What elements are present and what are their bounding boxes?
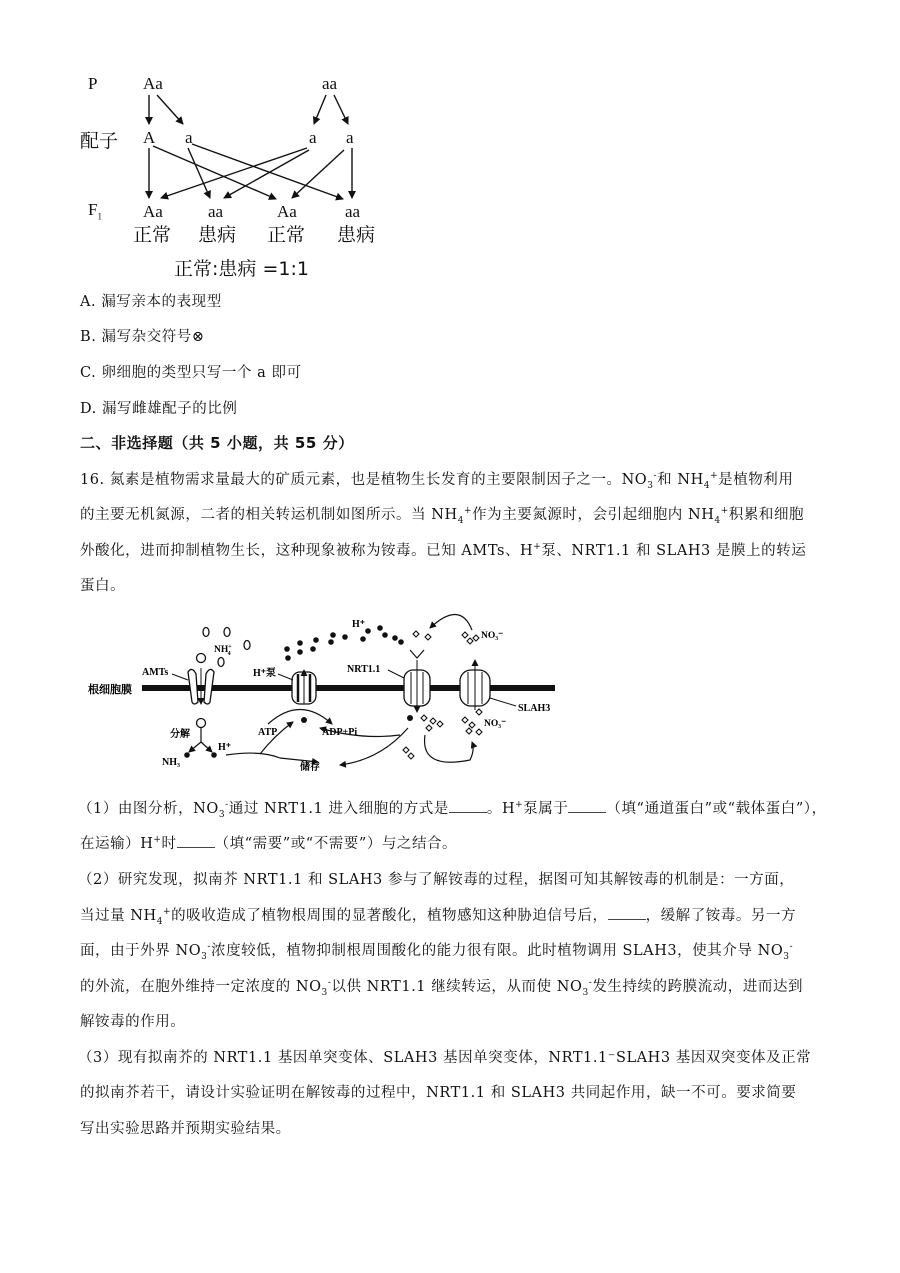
option-c[interactable]: C. 卵细胞的类型只写一个 a 即可: [80, 365, 302, 381]
no3-inside-label: NO₃⁻: [484, 719, 507, 729]
membrane-label: 根细胞膜: [88, 684, 132, 696]
q1-line: 在运输）H+时 （填“需要”或“不需要”）与之结合。: [80, 835, 458, 852]
stem-line: 外酸化，进而抑制植物生长，这种现象被称为铵毒。已知 AMTs、H+泵、NRT1.1 和 SLAH3 是膜上的转运: [80, 542, 807, 559]
nrt1-1-transporter: [404, 660, 430, 712]
answer-blank[interactable]: [177, 835, 215, 848]
nh4-label: NH+ 4: [214, 644, 232, 657]
h-pump-transporter: [292, 670, 316, 704]
parent-genotype: Aa: [143, 74, 163, 93]
gamete: a: [346, 128, 354, 147]
cross-arrows: [0, 0, 420, 280]
q2-line: （2）研究发现，拟南芥 NRT1.1 和 SLAH3 参与了解铵毒的过程，据图可知其解铵毒的机制是：一方面，: [78, 872, 795, 888]
q2-line: 当过量 $NH_4^+$的吸收造成了植物根周围的显著酸化，植物感知这种胁迫信号后， ，缓解了铵毒。另一方: [80, 907, 797, 927]
arrow: [292, 150, 344, 198]
option-b[interactable]: B. 漏写杂交符号⊗: [80, 329, 205, 345]
phenotype-ratio: 正常:患病 =1:1: [174, 258, 309, 280]
offspring-genotype: aa: [345, 202, 361, 221]
storage-label: 储存: [300, 762, 320, 773]
row-label-f1: $F_1$: [88, 200, 102, 222]
option-d[interactable]: D. 漏写雌雄配子的比例: [80, 401, 238, 417]
q3-line: （3）现有拟南芥的 NRT1.1 基因单突变体、SLAH3 基因单突变体，NRT1.1⁻SLAH3 基因双突变体及正常: [78, 1050, 812, 1066]
arrow: [188, 148, 210, 198]
arrow: [314, 95, 326, 124]
h-ions-outside: [284, 625, 404, 661]
h-ion-outside-label: H⁺: [352, 619, 366, 630]
offspring-genotype: Aa: [277, 202, 297, 221]
section-heading: 二、非选择题（共 5 小题，共 55 分）: [80, 434, 354, 452]
q2-line: 的外流，在胞外维持一定浓度的 $NO_3^-$以供 NRT1.1 继续转运，从而使 $NO_3^-$发生持续的跨膜流动，进而达到: [80, 978, 804, 998]
offspring-genotype: Aa: [143, 202, 163, 221]
gamete: A: [143, 128, 156, 147]
parent-genotype: aa: [322, 74, 338, 93]
answer-blank[interactable]: [449, 800, 487, 813]
arrow: [153, 146, 276, 199]
arrow: [334, 95, 348, 124]
q3-line: 写出实验思路并预期实验结果。: [80, 1121, 291, 1137]
arrow: [224, 150, 309, 198]
stem-line: 16. 氮素是植物需求量最大的矿质元素，也是植物生长发育的主要限制因子之一。$NO_3^-$和 $NH_4^+$是植物利用: [80, 471, 794, 491]
membrane-transport-diagram: [0, 600, 900, 785]
gamete: a: [185, 128, 193, 147]
offspring-phenotype: 患病: [198, 224, 237, 246]
nrt1-1-label: NRT1.1: [347, 664, 381, 675]
h-ion-label: H⁺: [218, 742, 232, 753]
q2-line: 面，由于外界 $NO_3^-$浓度较低，植物抑制根周围酸化的能力很有限。此时植物调用 SLAH3，使其介导 $NO_3^-$: [80, 942, 794, 962]
slah3-transporter: [460, 660, 490, 710]
answer-blank[interactable]: [608, 907, 646, 920]
no3-outside-label: NO₃⁻: [481, 631, 504, 641]
nh4-inside: [197, 719, 206, 728]
arrow: [157, 95, 183, 124]
row-label-gamete: 配子: [80, 130, 119, 152]
q2-line: 解铵毒的作用。: [80, 1014, 186, 1030]
nh3-label: NH₃: [162, 757, 180, 768]
stem-line: 蛋白。: [80, 578, 126, 594]
row-label-p: P: [88, 74, 98, 93]
arrow: [161, 148, 307, 198]
slah3-label: SLAH3: [518, 703, 551, 714]
gamete: a: [309, 128, 317, 147]
offspring-phenotype: 正常: [267, 224, 306, 246]
adp-label: ADP+Pi: [322, 727, 358, 738]
decompose-label: 分解: [170, 729, 190, 740]
atp-label: ATP: [258, 727, 278, 738]
offspring-phenotype: 正常: [133, 224, 172, 246]
h-pump-label: H⁺泵: [253, 668, 277, 679]
offspring-phenotype: 患病: [337, 224, 376, 246]
stem-line: 的主要无机氮源，二者的相关转运机制如图所示。当 $NH_4^+$作为主要氮源时，会引起细胞内 $NH_4^+$积累和细胞: [80, 506, 805, 526]
offspring-genotype: aa: [208, 202, 224, 221]
option-a[interactable]: A. 漏写亲本的表现型: [80, 294, 222, 310]
q3-line: 的拟南芥若干，请设计实验证明在解铵毒的过程中，NRT1.1 和 SLAH3 共同起作用，缺一不可。要求简要: [80, 1085, 797, 1101]
amts-transporter: [188, 668, 214, 704]
answer-blank[interactable]: [568, 800, 606, 813]
q1-line: （1）由图分析，$NO_3^-$通过 NRT1.1 进入细胞的方式是 。H+泵属于 （填“通道蛋白”或“载体蛋白”），: [78, 800, 827, 820]
amts-label: AMTs: [142, 667, 169, 678]
